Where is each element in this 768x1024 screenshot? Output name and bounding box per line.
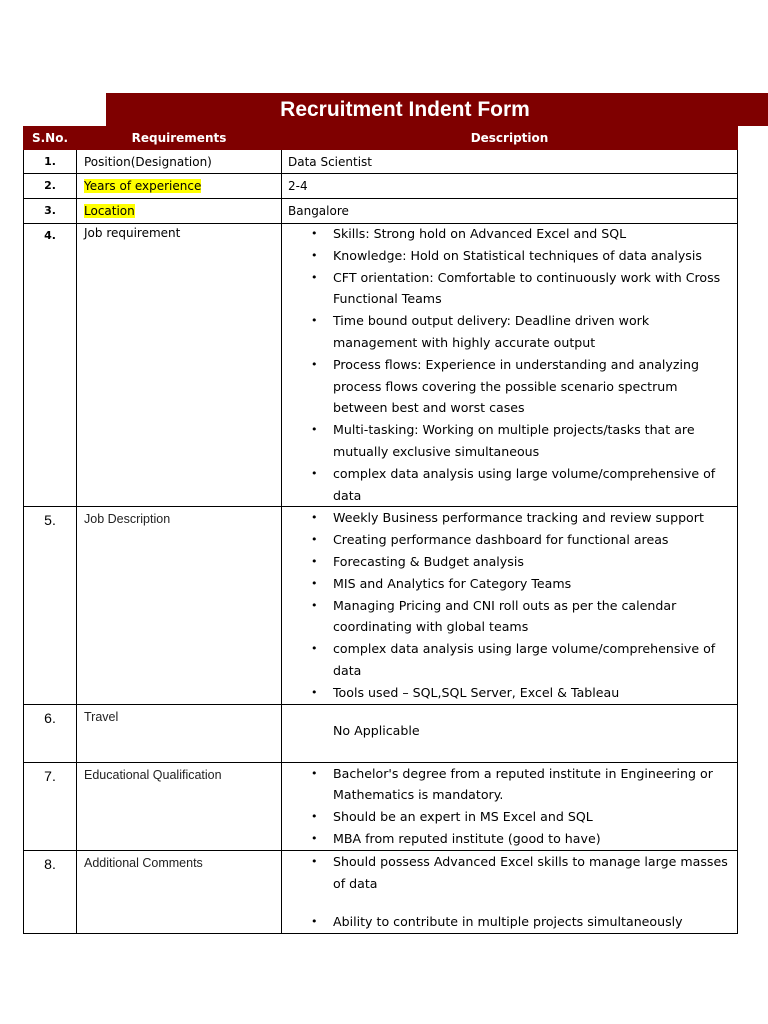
list-item: • Process flows: Experience in understanding and analyzing process flows covering the possible scenario spectrum between best and worst cases [333, 354, 731, 419]
list-item: • Should possess Advanced Excel skills to manage large masses of data [333, 851, 731, 895]
table-row [24, 507, 738, 704]
row-number: 5. [24, 507, 77, 704]
row-description [282, 507, 738, 704]
row-description [282, 850, 738, 933]
list-item: • Forecasting & Budget analysis [333, 551, 731, 573]
row-description: No Applicable [333, 722, 420, 738]
bullet-list [282, 911, 737, 933]
list-item: • complex data analysis using large volume/comprehensive of data [333, 463, 731, 507]
list-item: • Multi-tasking: Working on multiple projects/tasks that are mutually exclusive simultaneous [333, 419, 731, 463]
list-item: • MBA from reputed institute (good to have) [333, 828, 731, 850]
row-requirement: Location [84, 204, 135, 218]
header-row [24, 127, 738, 150]
header-description: Description [282, 127, 738, 150]
form-title-bar [106, 93, 768, 126]
bullet-list [282, 507, 737, 703]
list-item: • Skills: Strong hold on Advanced Excel and SQL [333, 223, 731, 245]
list-item: • CFT orientation: Comfortable to continuously work with Cross Functional Teams [333, 267, 731, 311]
list-item: • Creating performance dashboard for functional areas [333, 529, 731, 551]
row-number: 6. [24, 704, 77, 762]
list-item: • Ability to contribute in multiple projects simultaneously [333, 911, 731, 933]
row-requirement: Educational Qualification [77, 762, 282, 850]
row-number: 3. [24, 199, 77, 224]
row-number: 8. [24, 850, 77, 933]
row-requirement: Job requirement [77, 224, 282, 507]
spacer [282, 894, 737, 911]
list-item: • Bachelor's degree from a reputed institute in Engineering or Mathematics is mandatory. [333, 763, 731, 807]
table-row [24, 850, 738, 933]
list-item: • Time bound output delivery: Deadline driven work management with highly accurate output [333, 310, 731, 354]
header-requirements: Requirements [77, 127, 282, 150]
header-sno: S.No. [24, 127, 77, 150]
row-number: 2. [24, 174, 77, 199]
table-row [24, 150, 738, 174]
row-requirement: Travel [77, 704, 282, 762]
row-description [282, 224, 738, 507]
list-item: • complex data analysis using large volume/comprehensive of data [333, 638, 731, 682]
row-requirement-cell [77, 174, 282, 199]
bullet-list [282, 223, 737, 506]
form-title: Recruitment Indent Form [280, 97, 530, 121]
list-item: • Managing Pricing and CNI roll outs as per the calendar coordinating with global teams [333, 595, 731, 639]
table-row [24, 174, 738, 199]
row-requirement: Years of experience [84, 179, 202, 193]
list-item: • Knowledge: Hold on Statistical techniques of data analysis [333, 245, 731, 267]
table-row [24, 762, 738, 850]
row-requirement: Additional Comments [77, 850, 282, 933]
row-description: Bangalore [282, 199, 738, 224]
table-row [24, 199, 738, 224]
row-requirement: Position(Designation) [77, 150, 282, 174]
bullet-list [282, 763, 737, 850]
row-number: 4. [24, 224, 77, 507]
row-description [282, 762, 738, 850]
row-number: 7. [24, 762, 77, 850]
row-requirement: Job Description [77, 507, 282, 704]
list-item: • Tools used – SQL,SQL Server, Excel & Tableau [333, 682, 731, 704]
row-number: 1. [24, 150, 77, 174]
row-description: 2-4 [282, 174, 738, 199]
table-row [24, 224, 738, 507]
bullet-list [282, 851, 737, 895]
table-row [24, 704, 738, 762]
row-description-cell [282, 704, 738, 762]
indent-table [23, 126, 738, 934]
list-item: • Should be an expert in MS Excel and SQL [333, 806, 731, 828]
row-requirement-cell [77, 199, 282, 224]
list-item: • Weekly Business performance tracking and review support [333, 507, 731, 529]
list-item: • MIS and Analytics for Category Teams [333, 573, 731, 595]
row-description: Data Scientist [282, 150, 738, 174]
